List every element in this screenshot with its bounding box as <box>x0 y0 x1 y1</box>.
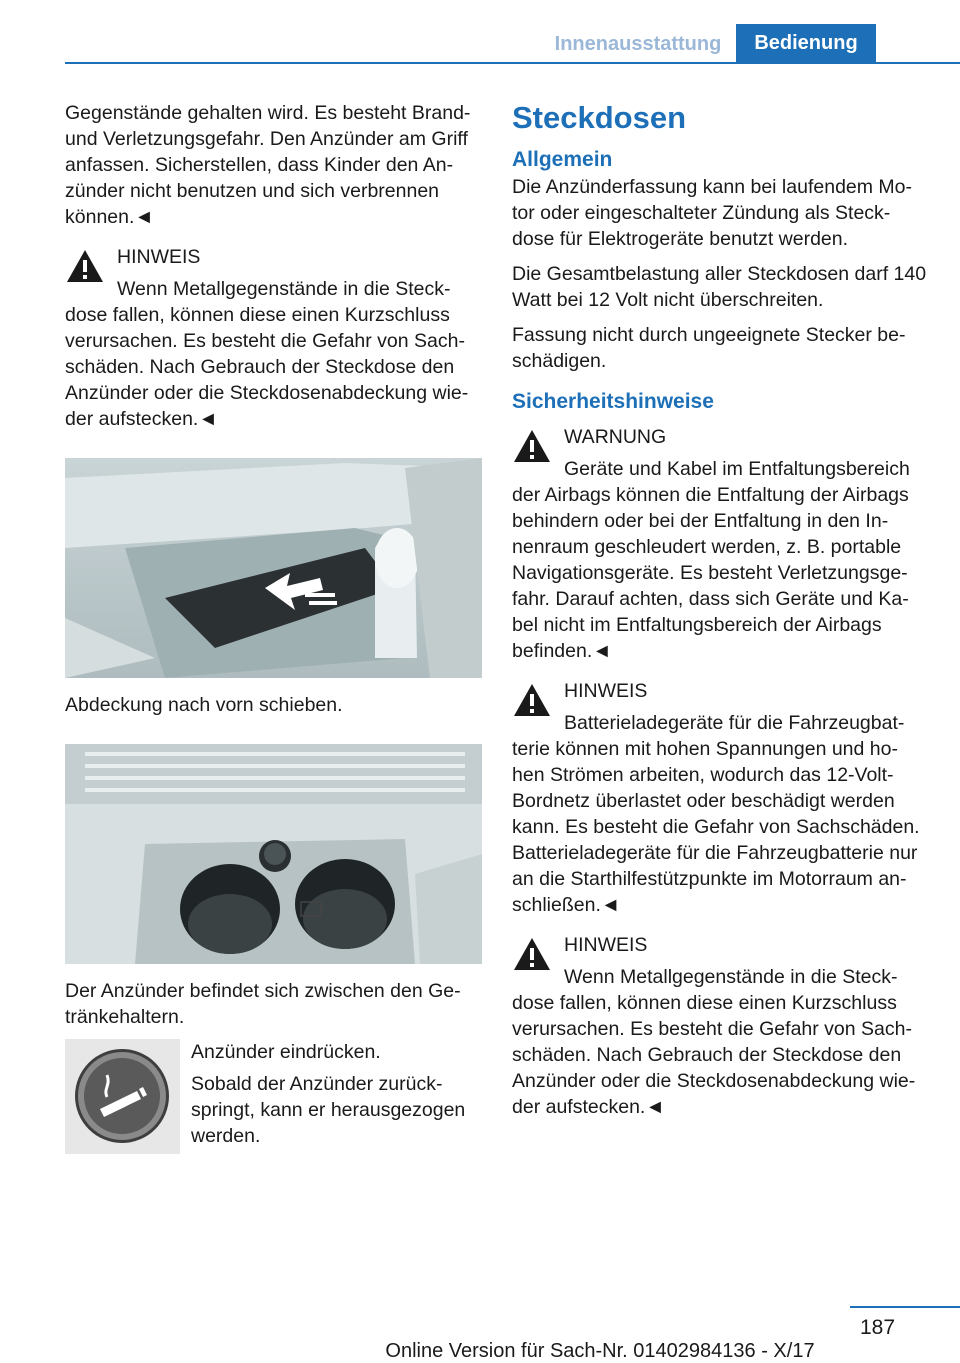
section-heading: Steckdosen <box>512 100 687 135</box>
warning-triangle-icon <box>512 936 552 972</box>
notice-text: Wenn Metallgegenstände in die Steck- dose fallen, können diese einen Kurzschluss verursachen. Es besteht die Gefahr von Sach- schäden. Nach Gebrauch der Steckdose den Anzünder oder die Steckdosenabdeckung wie- der aufstecken.◄ <box>512 966 916 1118</box>
subheading-safety: Sicherheitshinweise <box>512 390 714 413</box>
notice-label: HINWEIS <box>564 934 648 956</box>
footer-rule <box>850 1306 960 1308</box>
warning-block <box>512 424 932 664</box>
figure-lighter-location <box>65 744 482 964</box>
notice-label: HINWEIS <box>117 246 201 268</box>
footer-text: Online Version für Sach-Nr. 01402984136 - X/17 <box>385 1340 815 1362</box>
paragraph-3: Fassung nicht durch ungeeignete Stecker be- schädigen. <box>512 324 906 372</box>
caption-1: Abdeckung nach vorn schieben. <box>65 694 343 716</box>
lighter-steps <box>191 1039 491 1155</box>
paragraph-2: Die Gesamtbelastung aller Steckdosen darf 140 Watt bei 12 Volt nicht überschreiten. <box>512 263 927 311</box>
page-number: 187 <box>860 1316 896 1339</box>
notice-block-1 <box>65 244 483 432</box>
cigarette-lighter-icon <box>65 1039 180 1154</box>
warning-text: Geräte und Kabel im Entfaltungsbereich der Airbags können die Entfaltung der Airbags behindern oder bei der Entfaltung in den In- nenraum geschleudert werden, z. B. portable Navigationsgeräte. Es besteht Verletzungsge- fahr. Darauf achten, dass sich Geräte und Ka- bel nicht im Entfaltungsbereich der Airbags befinden.◄ <box>512 458 910 662</box>
notice-block-3 <box>512 932 932 1120</box>
step-1: Anzünder eindrücken. <box>191 1041 381 1063</box>
step-2: Sobald der Anzünder zurück- springt, kann er herausgezogen werden. <box>191 1073 466 1147</box>
warning-triangle-icon <box>65 248 105 284</box>
left-column <box>65 100 483 1169</box>
tab-bedienung[interactable]: Bedienung <box>736 24 876 62</box>
notice-block-2 <box>512 678 932 918</box>
cupholder-illustration <box>65 744 482 964</box>
lighter-instruction <box>65 1039 483 1169</box>
footer-online-version <box>0 1340 960 1363</box>
figure-cover-slide <box>65 458 482 678</box>
right-column <box>512 98 932 1129</box>
paragraph-1: Die Anzünderfassung kann bei laufendem Mo- tor oder eingeschalteter Zündung als Steck- dose für Elektrogeräte benutzt werden. <box>512 176 912 250</box>
header-rule <box>65 62 960 64</box>
warning-triangle-icon <box>512 428 552 464</box>
warning-label: WARNUNG <box>564 426 667 448</box>
intro-paragraph: Gegenstände gehalten wird. Es besteht Brand- und Verletzungsgefahr. Den Anzünder am Griff anfassen. Sicherstellen, dass Kinder den An- zünder nicht benutzen und sich verbrennen können.◄ <box>65 102 471 228</box>
warning-triangle-icon <box>512 682 552 718</box>
notice-text: Batterieladegeräte für die Fahrzeugbat- terie können mit hohen Spannungen und ho- hen Strömen arbeiten, wodurch das 12-Volt- Bordnetz überlastet oder beschädigt werden kann. Es besteht die Gefahr von Sachschäden. Batterieladegeräte für die Fahrzeugbatterie nur an die Starthilfestützpunkte im Motorraum an- schließen.◄ <box>512 712 920 916</box>
subheading-general: Allgemein <box>512 148 613 171</box>
notice-text: Wenn Metallgegenstände in die Steck- dose fallen, können diese einen Kurzschluss verursachen. Es besteht die Gefahr von Sach- schäden. Nach Gebrauch der Steckdose den Anzünder oder die Steckdosenabdeckung wie- der aufstecken.◄ <box>65 278 469 430</box>
tab-innenausstattung[interactable]: Innenausstattung <box>554 33 722 55</box>
notice-label: HINWEIS <box>564 680 648 702</box>
caption-2: Der Anzünder befindet sich zwischen den Ge- tränkehaltern. <box>65 980 461 1028</box>
console-cover-illustration <box>65 458 482 678</box>
